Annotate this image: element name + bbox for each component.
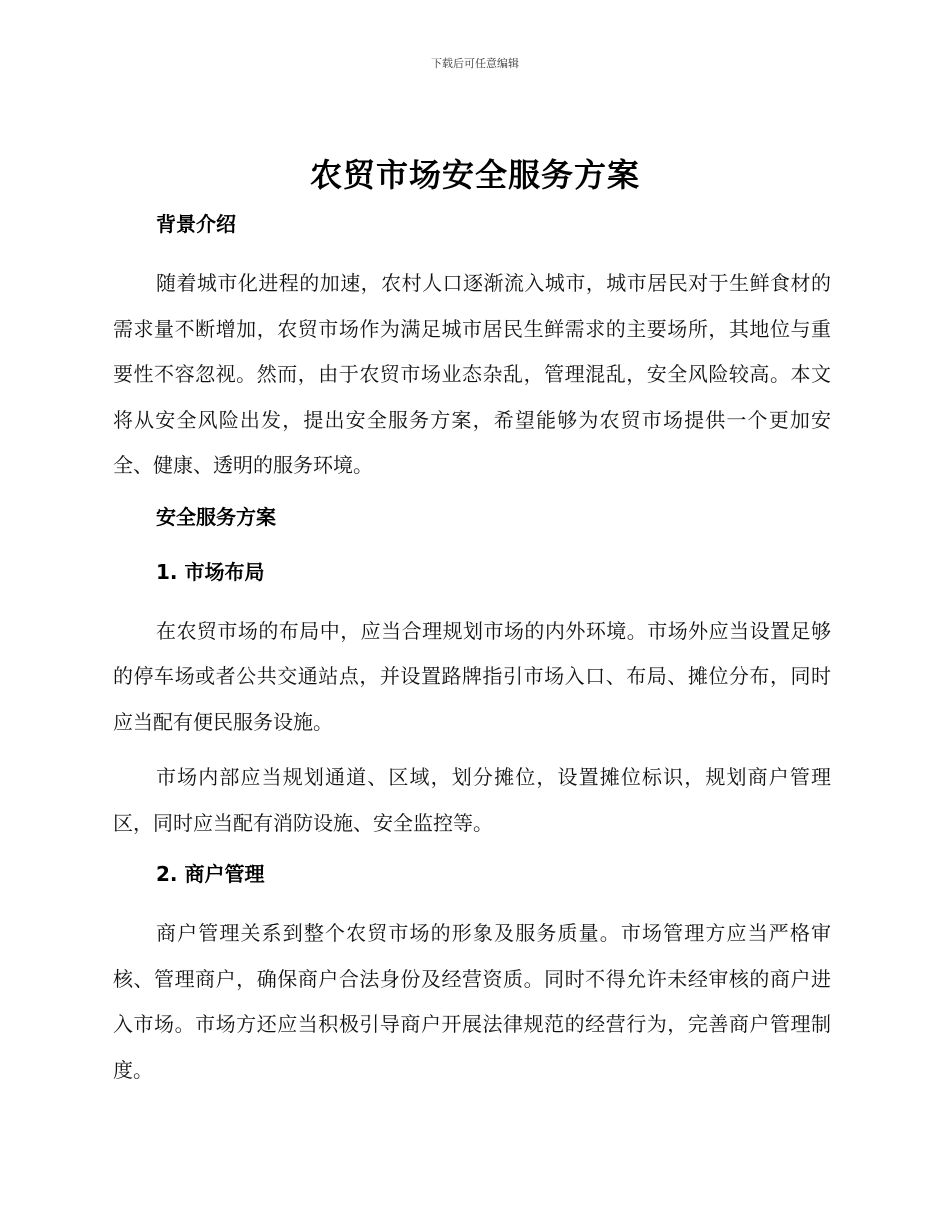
section-heading-market-layout: 1. 市场布局 xyxy=(156,559,265,584)
paragraph-background: 随着城市化进程的加速，农村人口逐渐流入城市，城市居民对于生鲜食材的需求量不断增加，农贸市场作为满足城市居民生鲜需求的主要场所，其地位与重要性不容忽视。然而，由于农贸市场业态杂乱，管理混乱，安全风险较高。本文将从安全风险出发，提出安全服务方案，希望能够为农贸市场提供一个更加安全、健康、透明的服务环境。 xyxy=(113,271,831,477)
paragraph-market-layout-1: 在农贸市场的布局中，应当合理规划市场的内外环境。市场外应当设置足够的停车场或者公共交通站点，并设置路牌指引市场入口、布局、摊位分布，同时应当配有便民服务设施。 xyxy=(113,618,831,734)
section-heading-background: 背景介绍 xyxy=(156,212,236,236)
section-heading-safety-plan: 安全服务方案 xyxy=(156,504,276,529)
section-heading-merchant-management: 2. 商户管理 xyxy=(156,862,265,886)
paragraph-market-layout-2: 市场内部应当规划通道、区域，划分摊位，设置摊位标识，规划商户管理区，同时应当配有消防设施、安全监控等。 xyxy=(113,765,831,835)
paragraph-merchant-management: 商户管理关系到整个农贸市场的形象及服务质量。市场管理方应当严格审核、管理商户，确保商户合法身份及经营资质。同时不得允许未经审核的商户进入市场。市场方还应当积极引导商户开展法律规范的经营行为，完善商户管理制度。 xyxy=(113,921,831,1082)
page-header-note: 下载后可任意编辑 xyxy=(431,57,519,70)
document-title: 农贸市场安全服务方案 xyxy=(309,156,640,194)
document-body xyxy=(113,200,831,1103)
